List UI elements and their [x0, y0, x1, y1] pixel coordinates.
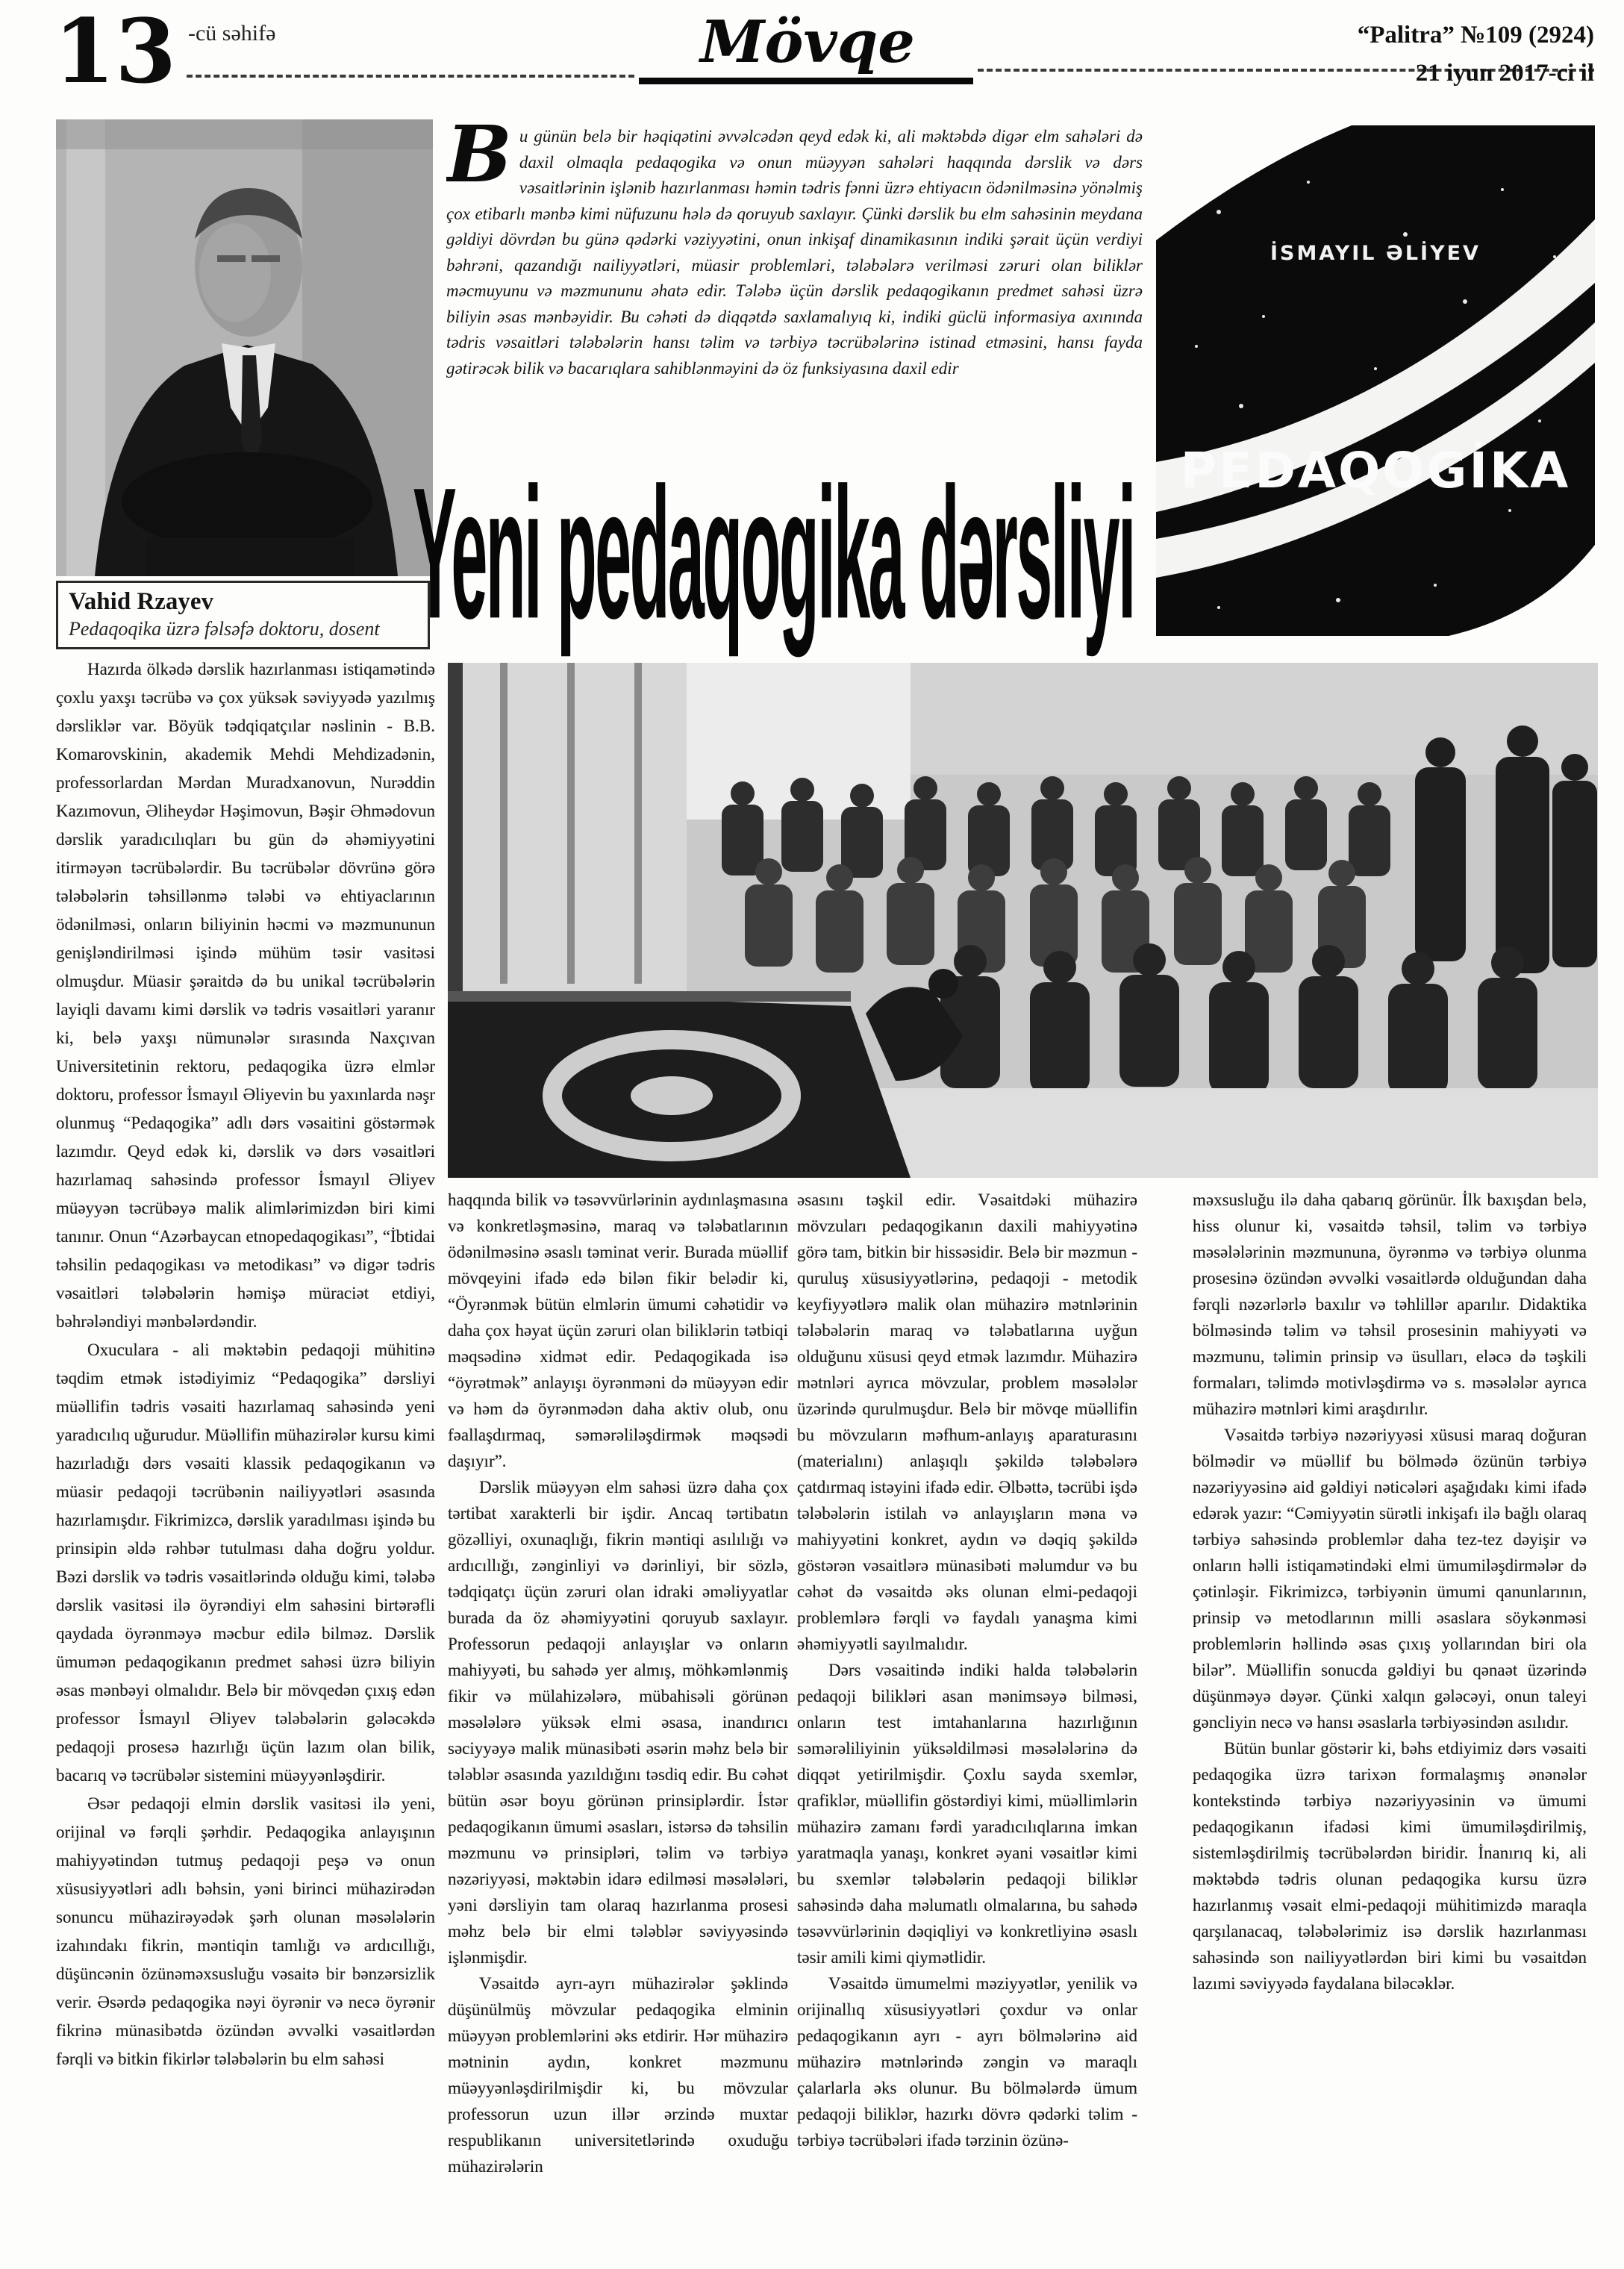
- book-cover-photo: [1152, 122, 1599, 639]
- header-rule-left: [187, 75, 634, 78]
- audience-photo-graphic: [448, 663, 1598, 1178]
- page-number: 13: [54, 0, 177, 103]
- body-paragraph: Vəsaitdə ayrı-ayrı mühazirələr şəklində düşünülmüş mövzular pedaqogika elminin müəyyən problemlərini əks etdirir. Hər mühazirə mətninin aydın, konkret məzmunu müəyyənləşdirilmişdir ki, bu mövzular professorun uzun illər ərzində muxtar respublikanın universitetlərində oxuduğu mühazirələrin: [448, 1974, 788, 2176]
- portrait-caption: [56, 581, 430, 649]
- body-paragraph: əsasını təşkil edir. Vəsaitdəki mühazirə mövzuları pedaqogikanın daxili mahiyyətinə görə tam, bitkin bir hissəsidir. Belə bir məzmun - quruluş xüsusiyyətlərinə, pedaqoji - metodik keyfiyyətlərə malik olan mühazirə mətnlərinin tələbələrin maraq və tələbatlarına uyğun olduğunu xüsusi qeyd etmək lazımdır. Mühazirə mətnləri ayrıca mövzular, problem məsələlər üzərində qurulmuşdur. Belə bir mövqe müəllifin bu mövzuların məfhum-anlayış aparaturasını (materialını) anlaşıqlı şəkildə tələbələrə çatdırmaq istəyini ifadə edir. Əlbəttə, təcrübi işdə tələbələrin istilah və anlayışların məna və mahiyyətini konkret, aydın və dəqiq şəkildə göstərən vəsaitlərə münasibəti məlumdur və bu cəhət də vəsaitdə əks olunan elmi-pedaqoji problemlərə fərqli və faydalı yanaşma kimi əhəmiyyətli sayılmalıdır.: [797, 1190, 1137, 1653]
- body-column-3: [797, 1187, 1137, 2232]
- lead-text: u günün belə bir həqiqətini əvvəlcədən qeyd edək ki, ali məktəbdə digər elm sahələri də daxil olmaqla pedaqogika və onun müəyyən sahələri haqqında dərslik və dərs vəsaitlərinin işlənib hazırlanması həmin tədris fənni üzrə ehtiyacın ödənilməsinə yönəlmiş çox etibarlı mənbə kimi nüfuzunu hələ də qoruyub saxlayır. Çünki dərslik bu elm sahəsinin meydana gəldiyi dövrdən bu günə qədərki vəziyyətini, onun inkişaf dinamikasının indiki şərait üçün verdiyi bəhrəni, qazandığı nailiyyətləri, müasir problemləri, tələbələrə verilməsi zəruri olan biliklər məcmuyunu və məzmununu əhatə edir. Tələbə üçün dərslik pedaqogikanın predmet sahəsi üzrə biliyin əsas mənbəyidir. Bu cəhəti də diqqətdə saxlamalıyıq ki, indiki güclü informasiya axınında tədris vəsaitləri tələbələrin hansı təlim və tərbiyə təcrübələrinə istinad etməsini, hansı fayda gətirəcək bilik və bacarıqlara sahiblənməyini də öz funksiyasına daxil edir: [446, 127, 1143, 378]
- portrait-photo: [56, 119, 433, 576]
- body-column-2: [448, 1187, 788, 2232]
- issue-block: [1358, 16, 1594, 93]
- body-column-1: [56, 655, 435, 2239]
- article-headline-text: Yeni pedaqogika dərsliyi: [413, 449, 1134, 658]
- audience-photo: [448, 663, 1598, 1178]
- body-paragraph: Vəsaitdə tərbiyə nəzəriyyəsi xüsusi maraq doğuran bölmədir və müəllif bu bölmədə özünün tərbiyə nəzəriyyəsinə aid gəldiyi nəticələri aşağıdakı kimi ifadə edərək yazır: “Cəmiyyətin sürətli inkişafı ilə bağlı olaraq tərbiyə sahəsində problemlər daha tez-tez dəyişir və onların həlli istiqamətindəki elmi ümumiləşdirmələr də çətinləşir. Fikrimizcə, tərbiyənin ümumi qanunlarının, prinsip və metodlarının milli əsaslara söykənməsi problemlərin həllində əsas çıxış yollarından biri ola bilər”. Müəllifin sonucda gəldiyi bu qənaət üzərində düşünməyə dəyər. Çünki xalqın gələcəyi, onun taleyi gəncliyin necə və hansı əsaslarla tərbiyəsindən asılıdır.: [1193, 1426, 1587, 1732]
- section-title: Mövqe: [700, 8, 915, 76]
- body-paragraph: Dərs vəsaitində indiki halda tələbələrin pedaqoji bilikləri asan mənimsəyə bilməsi, onların test imtahanlarına hazırlığının səmərəliliyinin yüksəldilməsi məsələlərinə də diqqət yetirilmişdir. Çoxlu sayda sxemlər, qrafiklər, müəllifin göstərdiyi kimi, müəllimlərin mühazirə zamanı fərdi yaradıcılıqlarına imkan yaratmaqla yanaşı, konkret əyani vəsaitlər kimi bu sxemlər tələbələrin pedaqoji biliklər sahəsində daha məlumatlı olmalarına, bu sahədə təsəvvürlərinin dəqiqliyi və konkretliyinə əsaslı təsir amili kimi qiymətlidir.: [797, 1661, 1137, 1967]
- body-paragraph: Vəsaitdə ümumelmi məziyyətlər, yenilik və orijinallıq xüsusiyyətləri çoxdur və onlar pedaqogikanın ayrı - ayrı bölmələrinə aid mühazirə mətnlərində zəngin və maraqlı çalarlarla əks olunur. Bu bölmələrdə ümum pedaqoji biliklər, hazırkı dövrə qədərki təlim - tərbiyə təcrübələri ifadə tərzinin özünə-: [797, 1974, 1137, 2150]
- portrait-photo-graphic: [56, 119, 433, 576]
- body-paragraph: Oxuculara - ali məktəbin pedaqoji mühitinə təqdim etmək istədiyimiz “Pedaqogika” dərsliyi müəllifin tədris vəsaiti hazırlamaq sahəsində yeni yaradıcılıq uğurudur. Müəllifin mühazirələr kursu kimi hazırladığı dərs vəsaiti klassik pedaqogikanın və müasir pedaqoji təcrübənin nailiyyətləri əsasında hazırlamışdır. Fikrimizcə, dərslik yaradılması işində bu prinsipin əldə rəhbər tutulması daha doğru yoldur. Bəzi dərslik və tədris vəsaitlərində olduğu kimi, tələbə dərslik vasitəsi ilə öyrəndiyi elm sahəsini birtərəfli qaydada öyrənməyə məcbur edilə bilməz. Dərslik ümumən pedaqogikanın predmet sahəsi üzrə biliyin əsas mənbəyi olmalıdır. Belə bir mövqedən çıxış edən professor İsmayıl Əliyev tələbələrin gələcəkdə pedaqoji prosesə hazırlığı üçün lazım olan bilik, bacarıq və təcrübələr sistemini müəyyənləşdirir.: [56, 1341, 435, 1785]
- body-paragraph: Dərslik müəyyən elm sahəsi üzrə daha çox tərtibat xarakterli bir işdir. Ancaq tərtibatın gözəlliyi, oxunaqlığı, fikrin məntiqi asılılığı və ardıcıllığı, zənginliyi və dərinliyi, bir sözlə, tədqiqatçı üçün zəruri olan idraki əməliyyatlar burada da öz əhəmiyyətini qoruyub saxlayır. Professorun pedaqoji anlayışlar və onların mahiyyəti, bu sahədə yer almış, möhkəmlənmiş fikir və mülahizələrə, mübahisəli görünən məsələlərə yüksək elmi əsasa, inandırıcı səciyyəyə malik münasibəti əsərin məhz belə bir tələblər əsasında yazıldığını təsdiq edir. Bu cəhət bütün əsər boyu görünən prinsiplərdir. İstər pedaqogikanın ümumi əsasları, istərsə də təhsilin məzmunu və prinsipləri, təlim və tərbiyə nəzəriyyəsi, məktəbin idarə edilməsi məsələləri, yəni dərsliyin tam olaraq hazırlanma prosesi məhz belə bir elmi tələblər səviyyəsində işlənmişdir.: [448, 1478, 788, 1967]
- issue-number: “Palitra” №109 (2924): [1357, 22, 1594, 49]
- lead-paragraph: [446, 124, 1143, 434]
- book-cover-title: PEDAQOGİKA: [1180, 442, 1571, 499]
- book-cover-author: İSMAYIL ƏLİYEV: [1270, 242, 1481, 265]
- body-paragraph: məxsusluğu ilə daha qabarıq görünür. İlk baxışdan belə, hiss olunur ki, vəsaitdə təhsil, təlim və tərbiyə məsələlərinin məzmununa, öyrənmə və tərbiyə olunma prosesinə özündən əvvəlki vəsaitlərdə olduğundan daha fərqli nəzərlərlə baxılır və təhlillər aparılır. Didaktika bölməsində təlim və təhsil prosesinin mahiyyəti və məzmunu, təlimin prinsip və üsulları, eləcə də təşkili formaları, təlimdə motivləşdirmə və s. məsələlər ayrıca mühazirə mətnləri kimi araşdırılır.: [1193, 1190, 1587, 1418]
- body-paragraph: Əsər pedaqoji elmin dərslik vasitəsi ilə yeni, orijinal və fərqli şərhdir. Pedaqogika anlayışının mahiyyətindən tutmuş pedaqoji peşə və onun xüsusiyyətləri adlı bəhsin, yəni birinci mühazirədən sonuncu mühazirəyədək şərh olunan məsələlərin izahındakı fikrin, məntiqin tamlığı və ardıcıllığı, düşüncənin özünəməxsusluğu vəsaitə bir bənzərsizlik verir. Əsərdə pedaqogika nəyi öyrənir və necə öyrənir fikrinə münasibətdə özündən əvvəlki vəsaitlərdən fərqli və bitkin fikirlər tələbələrin bu elm sahəsi: [56, 1794, 435, 2068]
- page-number-suffix: -cü səhifə: [188, 21, 276, 46]
- body-paragraph: haqqında bilik və təsəvvürlərinin aydınlaşmasına və konkretləşməsinə, maraq və tələbatlarının ödənilməsinə əsaslı təminat verir. Burada müəllif mövqeyini ifadə edə bilən fikir belədir ki, “Öyrənmək bütün elmlərin ümumi cəhətidir və daha çox həyat üçün zəruri olan biliklərin tətbiqi məqsədinə xidmət edir. Pedaqogikada isə “öyrətmək” anlayışı öyrənməni də müəyyən edir və həm də öyrənmədən daha aktiv olub, onu fəallaşdırmaq, səmərəliləşdirmək məqsədi daşıyır”.: [448, 1190, 788, 1470]
- book-cover-graphic: [1152, 122, 1599, 639]
- body-paragraph: Hazırda ölkədə dərslik hazırlanması istiqamətində çoxlu yaxşı təcrübə və çox yüksək səviyyədə yazılmış dərsliklər var. Böyük tədqiqatçılar nəslinin - B.B. Komarovskinin, akademik Mehdi Mehdizadənin, professorlardan Mərdan Muradxanovun, Nurəddin Kazımovun, Əliheydər Həşimovun, Bəşir Əhmədovun dərslik yaradıcılıqları bu gün də əhəmiyyətini itirməyən təcrübələrdir. Bu təcrübələr dövrünə görə tələbələrin təhsillənmə tələbi və ehtiyaclarının ödənilməsi, onların biliyinin həcmi və məzmununun genişləndirilməsi işində mühüm təsir vasitəsi olmuşdur. Müasir şəraitdə də bu unikal təcrübələrin layiqli davamı kimi dərslik və tədris vəsaitləri yaranır ki, belə yaxşı nümunələr sırasında Naxçıvan Universitetinin rektoru, pedaqogika üzrə elmlər doktoru, professor İsmayıl Əliyevin bu yaxınlarda nəşr olunmuş “Pedaqogika” adlı dərs vəsaitini göstərmək lazımdır. Qeyd edək ki, dərslik və dərs vəsaitləri hazırlamaq sahəsində professor İsmayıl Əliyev müəyyən təcrübəyə malik alimlərimizdən biri kimi tanınır. Onun “Azərbaycan etnopedaqogikası”, “İbtidai təhsilin pedaqogikası və metodikası” və digər tədris vəsaitləri tələbələrin həmişə müraciət etdiyi, bəhrələndiyi mənbələrdəndir.: [56, 660, 435, 1331]
- portrait-caption-title: Pedaqoqika üzrə fəlsəfə doktoru, dosent: [69, 617, 380, 640]
- lead-dropcap: B: [446, 124, 512, 200]
- body-column-4: [1193, 1187, 1587, 2232]
- portrait-caption-name: Vahid Rzayev: [69, 588, 214, 615]
- section-title-underline: [639, 78, 973, 84]
- issue-date: 21 iyun 2017-ci il: [1415, 60, 1594, 87]
- article-headline: [413, 446, 1148, 658]
- body-paragraph: Bütün bunlar göstərir ki, bəhs etdiyimiz dərs vəsaiti pedaqogika üzrə tarixən formalaşmış ənənələr kontekstində tərbiyə nəzəriyyəsinin və ümumi pedaqogikanın ifadəsi kimi ümumiləşdirilmiş, sistemləşdirilmiş təcrübələrdən biridir. İnanırıq ki, ali məktəbdə tədris olunan pedaqogika kursu üzrə hazırlanmış vəsait elmi-pedaqoji mühitimizdə maraqla qarşılanacaq, tələbələrimiz isə dərslik hazırlanması sahəsində son nailiyyətlərdən biri kimi bu vəsaitdən lazımi səviyyədə faydalana biləcəklər.: [1193, 1739, 1587, 1993]
